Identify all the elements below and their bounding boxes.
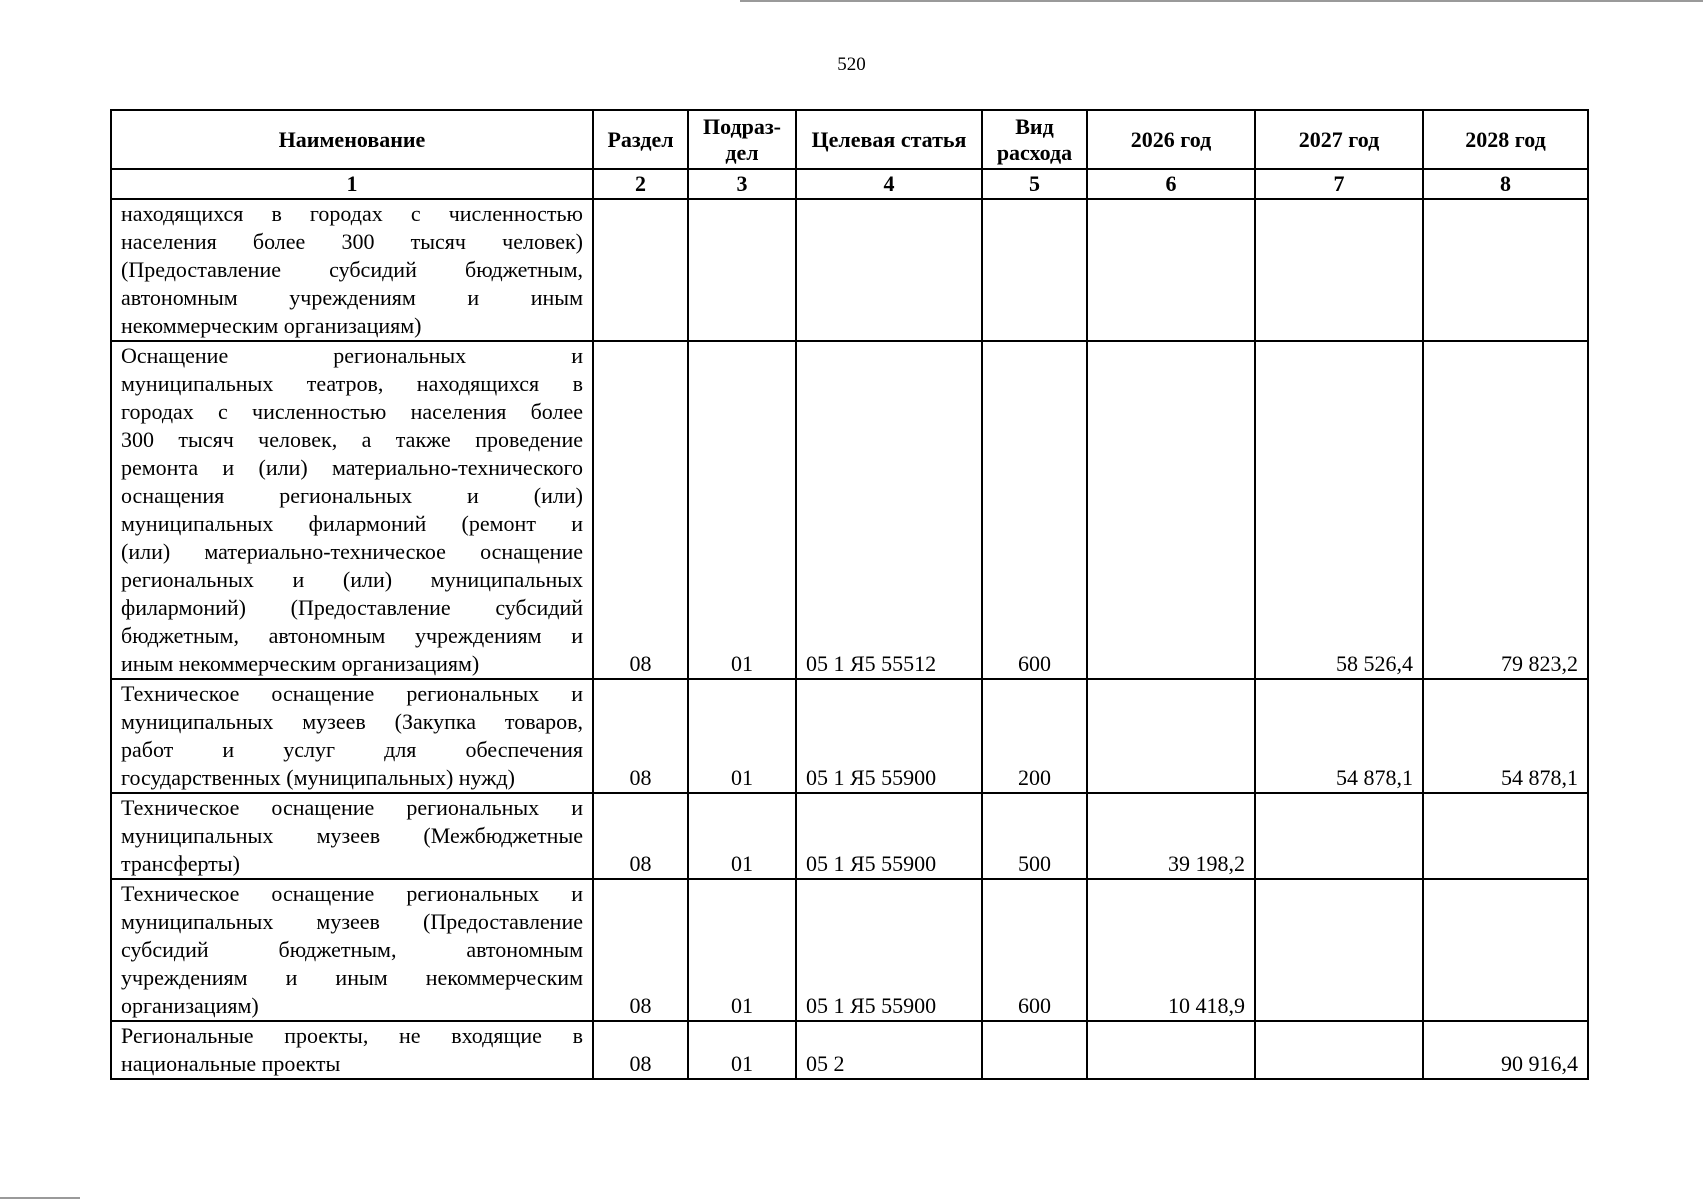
- scan-edge-line: [0, 1197, 80, 1199]
- amount-2028-cell: [1423, 793, 1588, 879]
- name-line: муниципальных музеев (Закупка товаров,: [121, 709, 583, 734]
- name-line: ремонта и (или) материально-технического: [121, 455, 583, 480]
- amount-2027-cell: [1255, 199, 1423, 341]
- podrazdel-cell: 01: [688, 879, 796, 1021]
- name-line: (или) материально-техническое оснащение: [121, 539, 583, 564]
- table-row: [111, 341, 1588, 679]
- razdel-cell: 08: [593, 341, 688, 679]
- table-row: [111, 879, 1588, 1021]
- razdel-cell: 08: [593, 793, 688, 879]
- podrazdel-cell: 01: [688, 793, 796, 879]
- amount-2027-cell: [1255, 879, 1423, 1021]
- name-cell: [111, 1021, 593, 1079]
- name-line: трансферты): [121, 851, 240, 876]
- column-number: 8: [1423, 169, 1588, 199]
- name-line: муниципальных театров, находящихся в: [121, 371, 583, 396]
- header-podrazdel: Подраз- дел: [688, 110, 796, 169]
- amount-2028-cell: [1423, 879, 1588, 1021]
- column-number: 3: [688, 169, 796, 199]
- target-article-cell: 05 1 Я5 55512: [796, 341, 982, 679]
- name-cell: [111, 879, 593, 1021]
- budget-table: [110, 109, 1589, 1080]
- razdel-cell: [593, 199, 688, 341]
- razdel-cell: 08: [593, 879, 688, 1021]
- name-line: муниципальных филармоний (ремонт и: [121, 511, 583, 536]
- scan-edge-line: [740, 0, 1703, 2]
- name-line: национальные проекты: [121, 1051, 341, 1076]
- amount-2027-cell: 54 878,1: [1255, 679, 1423, 793]
- amount-2026-cell: [1087, 1021, 1255, 1079]
- name-line: 300 тысяч человек, а также проведение: [121, 427, 583, 452]
- name-line: Техническое оснащение региональных и: [121, 881, 583, 906]
- header-2026: 2026 год: [1087, 110, 1255, 169]
- target-article-cell: 05 1 Я5 55900: [796, 879, 982, 1021]
- column-number-row: [111, 169, 1588, 199]
- target-article-cell: 05 1 Я5 55900: [796, 679, 982, 793]
- expense-type-cell: 200: [982, 679, 1087, 793]
- target-article-cell: [796, 199, 982, 341]
- name-line: государственных (муниципальных) нужд): [121, 765, 515, 790]
- header-razdel: Раздел: [593, 110, 688, 169]
- name-line: иным некоммерческим организациям): [121, 651, 480, 676]
- table-body: [111, 199, 1588, 1079]
- expense-type-cell: 600: [982, 341, 1087, 679]
- name-line: городах с численностью населения более: [121, 399, 583, 424]
- expense-type-cell: 500: [982, 793, 1087, 879]
- column-number: 6: [1087, 169, 1255, 199]
- podrazdel-cell: 01: [688, 1021, 796, 1079]
- name-cell: [111, 341, 593, 679]
- amount-2026-cell: [1087, 341, 1255, 679]
- table-row: [111, 679, 1588, 793]
- name-line: (Предоставление субсидий бюджетным,: [121, 257, 583, 282]
- name-cell: [111, 679, 593, 793]
- header-name: Наименование: [111, 110, 593, 169]
- amount-2028-cell: 90 916,4: [1423, 1021, 1588, 1079]
- column-number: 5: [982, 169, 1087, 199]
- amount-2028-cell: [1423, 199, 1588, 341]
- amount-2027-cell: [1255, 1021, 1423, 1079]
- amount-2027-cell: 58 526,4: [1255, 341, 1423, 679]
- name-cell: [111, 793, 593, 879]
- header-2028: 2028 год: [1423, 110, 1588, 169]
- name-line: учреждениям и иным некоммерческим: [121, 965, 583, 990]
- name-line: Региональные проекты, не входящие в: [121, 1023, 583, 1048]
- name-line: бюджетным, автономным учреждениям и: [121, 623, 583, 648]
- name-line: Техническое оснащение региональных и: [121, 681, 583, 706]
- name-line: муниципальных музеев (Межбюджетные: [121, 823, 583, 848]
- page-number: 520: [837, 54, 866, 75]
- expense-type-cell: 600: [982, 879, 1087, 1021]
- razdel-cell: 08: [593, 679, 688, 793]
- target-article-cell: 05 1 Я5 55900: [796, 793, 982, 879]
- table-row: [111, 199, 1588, 341]
- name-line: находящихся в городах с численностью: [121, 201, 583, 226]
- amount-2028-cell: 79 823,2: [1423, 341, 1588, 679]
- name-line: населения более 300 тысяч человек): [121, 229, 583, 254]
- name-line: организациям): [121, 993, 259, 1018]
- name-line: региональных и (или) муниципальных: [121, 567, 583, 592]
- header-2027: 2027 год: [1255, 110, 1423, 169]
- header-vid: Вид расхода: [982, 110, 1087, 169]
- name-line: филармоний) (Предоставление субсидий: [121, 595, 583, 620]
- amount-2027-cell: [1255, 793, 1423, 879]
- amount-2026-cell: [1087, 679, 1255, 793]
- amount-2026-cell: 39 198,2: [1087, 793, 1255, 879]
- header-target: Целевая статья: [796, 110, 982, 169]
- column-number: 4: [796, 169, 982, 199]
- name-line: Оснащение региональных и: [121, 343, 583, 368]
- razdel-cell: 08: [593, 1021, 688, 1079]
- table-row: [111, 793, 1588, 879]
- header-row: [111, 110, 1588, 169]
- name-line: Техническое оснащение региональных и: [121, 795, 583, 820]
- name-line: оснащения региональных и (или): [121, 483, 583, 508]
- column-number: 7: [1255, 169, 1423, 199]
- podrazdel-cell: [688, 199, 796, 341]
- amount-2028-cell: 54 878,1: [1423, 679, 1588, 793]
- name-line: субсидий бюджетным, автономным: [121, 937, 583, 962]
- podrazdel-cell: 01: [688, 341, 796, 679]
- name-line: муниципальных музеев (Предоставление: [121, 909, 583, 934]
- amount-2026-cell: 10 418,9: [1087, 879, 1255, 1021]
- column-number: 1: [111, 169, 593, 199]
- name-line: некоммерческим организациям): [121, 313, 422, 338]
- name-line: автономным учреждениям и иным: [121, 285, 583, 310]
- name-line: работ и услуг для обеспечения: [121, 737, 583, 762]
- table-row: [111, 1021, 1588, 1079]
- column-number: 2: [593, 169, 688, 199]
- podrazdel-cell: 01: [688, 679, 796, 793]
- target-article-cell: 05 2: [796, 1021, 982, 1079]
- name-cell: [111, 199, 593, 341]
- expense-type-cell: [982, 1021, 1087, 1079]
- amount-2026-cell: [1087, 199, 1255, 341]
- expense-type-cell: [982, 199, 1087, 341]
